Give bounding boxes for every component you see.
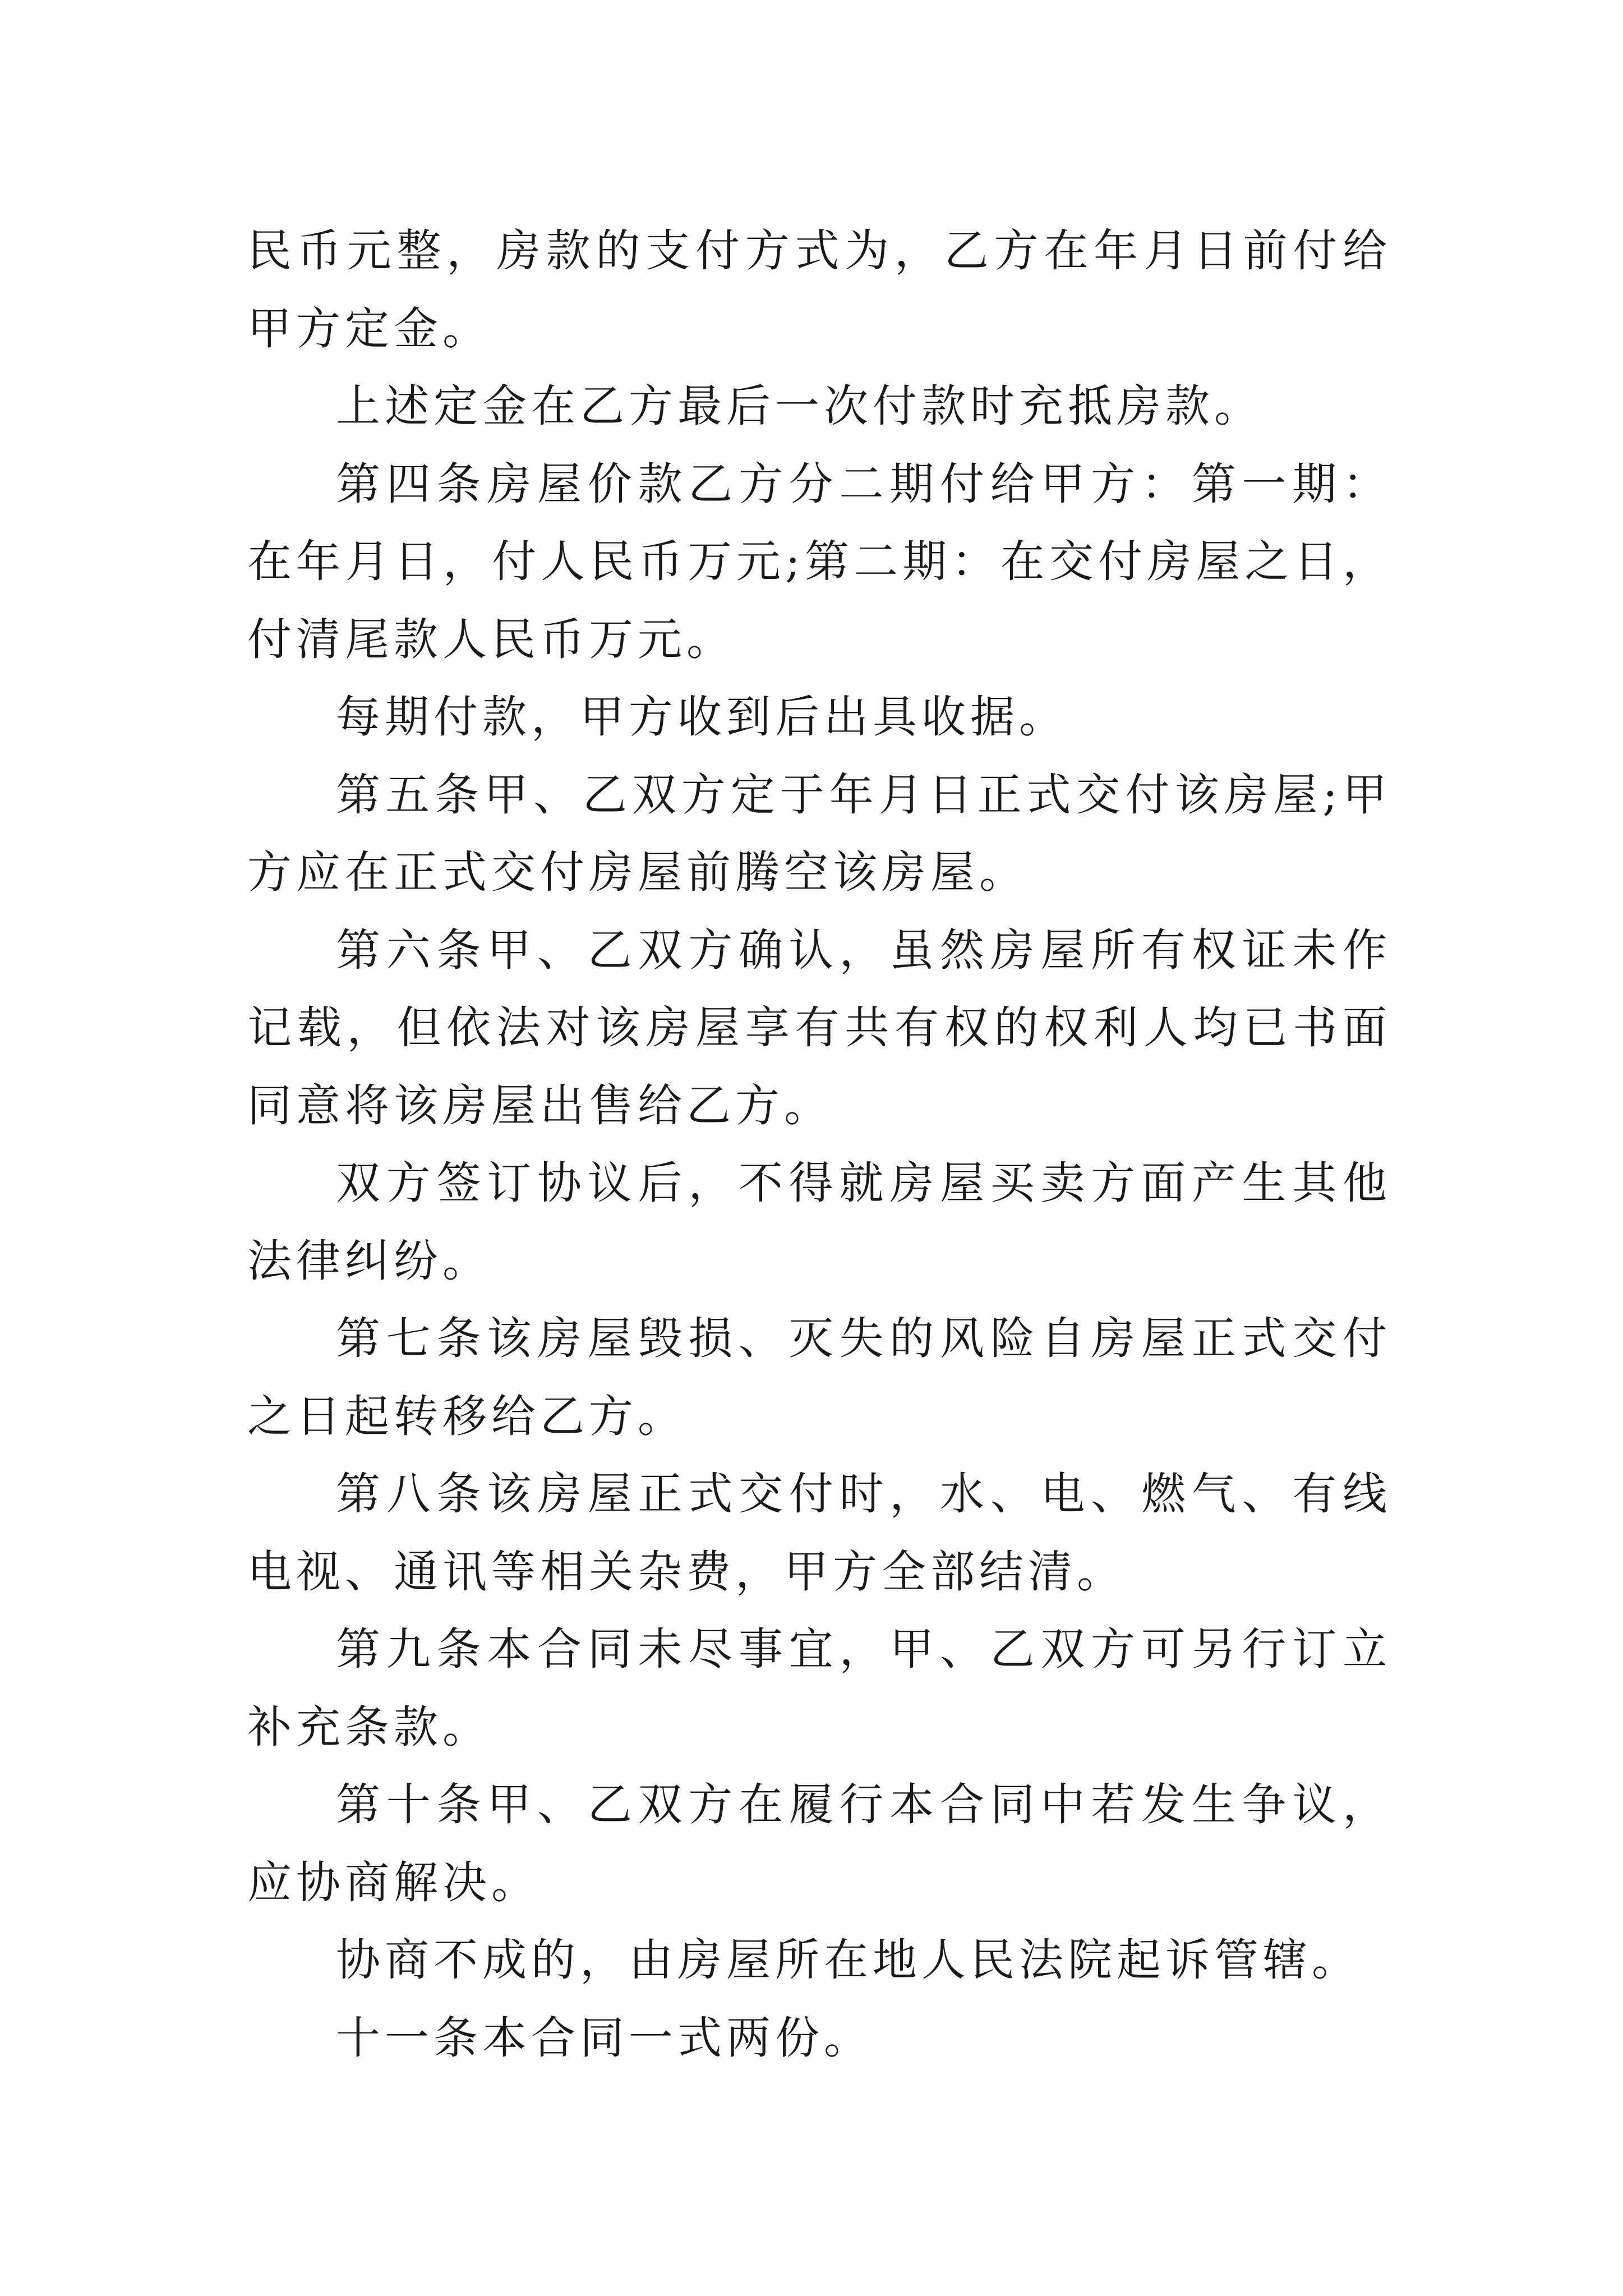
paragraph-4: 每期付款，甲方收到后出具收据。 — [336, 691, 1068, 743]
document-body — [247, 212, 1391, 2077]
paragraph-12: 协商不成的，由房屋所在地人民法院起诉管辖。 — [336, 1934, 1361, 1986]
paragraph-7: 双方签订协议后，不得就房屋买卖方面产生其他法律纠纷。 — [247, 1157, 1391, 1287]
paragraph-3: 第四条房屋价款乙方分二期付给甲方：第一期：在年月日，付人民币万元;第二期：在交付房屋之日，付清尾款人民币万元。 — [247, 458, 1391, 665]
paragraph-9: 第八条该房屋正式交付时，水、电、燃气、有线电视、通讯等相关杂费，甲方全部结清。 — [247, 1468, 1391, 1598]
paragraph-5: 第五条甲、乙双方定于年月日正式交付该房屋;甲方应在正式交付房屋前腾空该房屋。 — [247, 769, 1391, 898]
paragraph-10: 第九条本合同未尽事宜，甲、乙双方可另行订立补充条款。 — [247, 1623, 1391, 1753]
paragraph-13: 十一条本合同一式两份。 — [336, 2012, 873, 2064]
paragraph-2: 上述定金在乙方最后一次付款时充抵房款。 — [336, 380, 1263, 432]
paragraph-8: 第七条该房屋毁损、灭失的风险自房屋正式交付之日起转移给乙方。 — [247, 1313, 1391, 1442]
paragraph-6: 第六条甲、乙双方确认，虽然房屋所有权证未作记载，但依法对该房屋享有共有权的权利人均已书面同意将该房屋出售给乙方。 — [247, 924, 1391, 1131]
paragraph-1: 民币元整，房款的支付方式为，乙方在年月日前付给甲方定金。 — [247, 225, 1391, 355]
paragraph-11: 第十条甲、乙双方在履行本合同中若发生争议，应协商解决。 — [247, 1779, 1391, 1908]
